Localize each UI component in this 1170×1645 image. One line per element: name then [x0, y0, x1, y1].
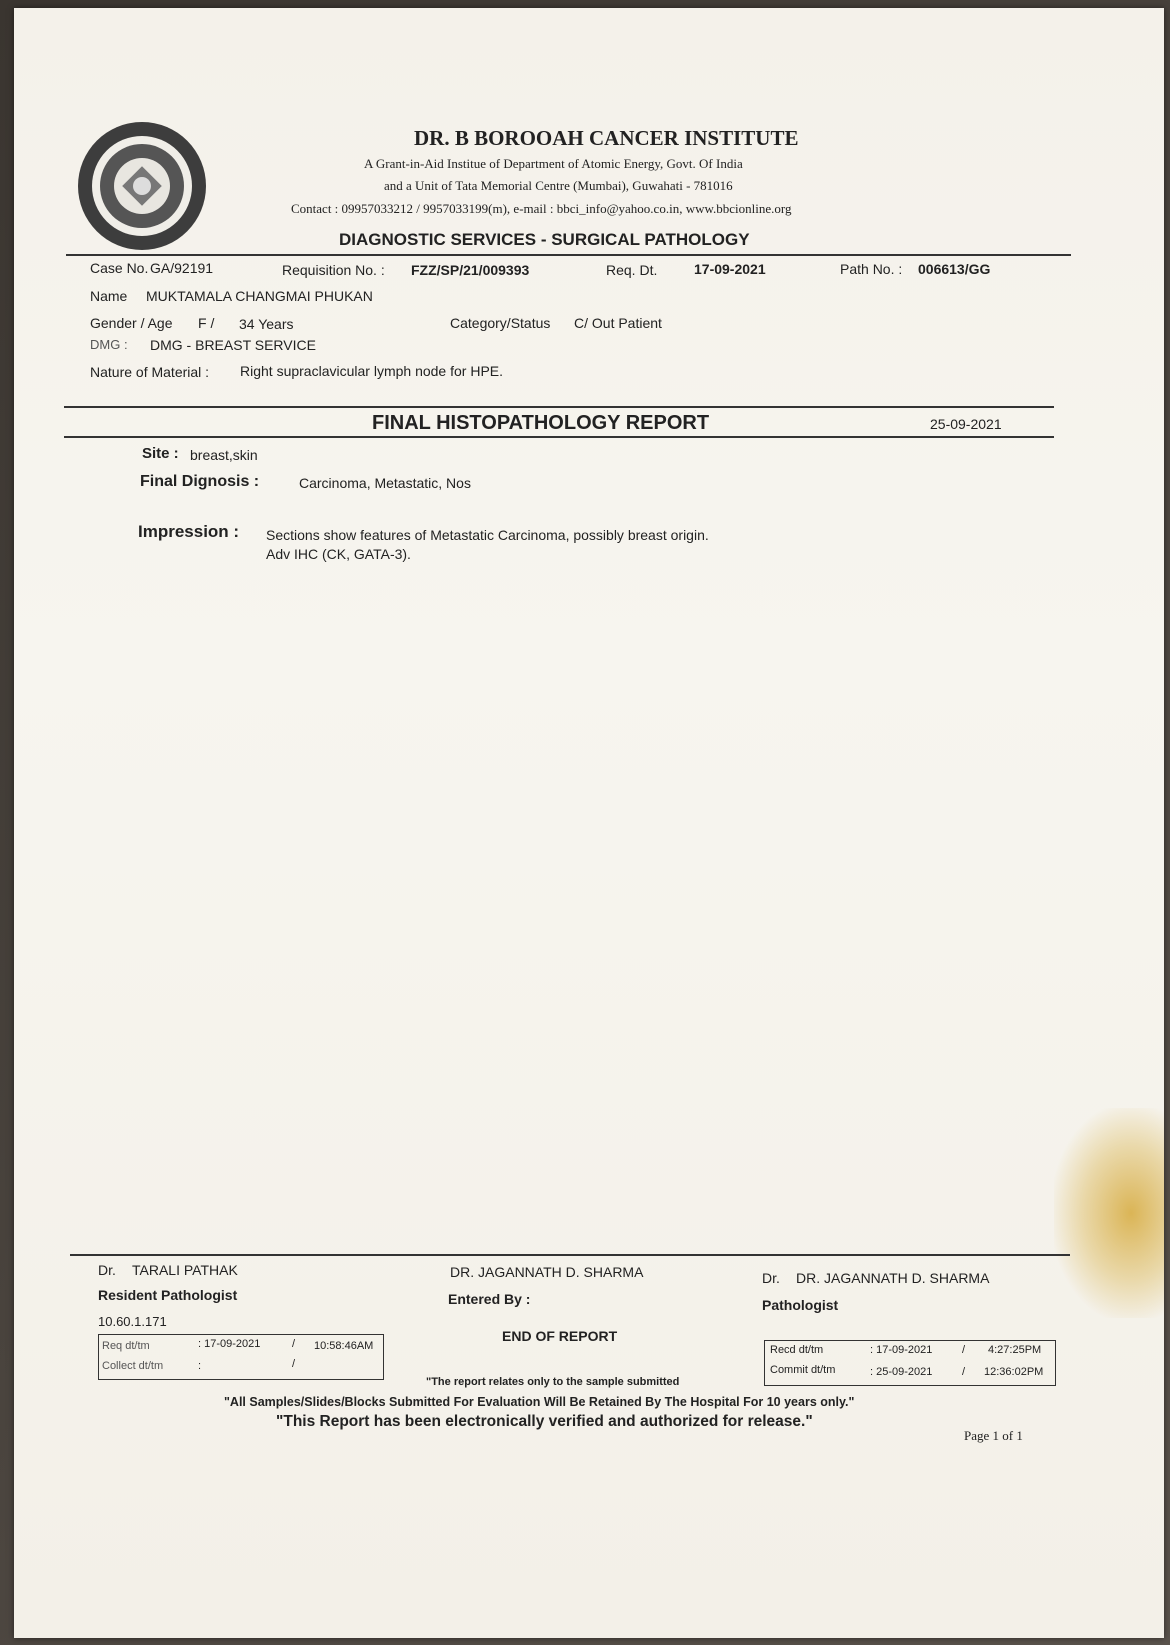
requisition-label: Requisition No. : — [282, 262, 385, 278]
dmg-value: DMG - BREAST SERVICE — [150, 337, 316, 353]
end-of-report: END OF REPORT — [502, 1328, 618, 1344]
footer-divider — [70, 1254, 1070, 1256]
diagnosis-label: Final Dignosis : — [140, 473, 260, 490]
report-relates-note: "The report relates only to the sample submitted — [426, 1376, 680, 1388]
institute-name: DR. B BOROOAH CANCER INSTITUTE — [414, 126, 799, 150]
commit-dttm-time: 12:36:02PM — [984, 1366, 1044, 1378]
age-value: 34 Years — [239, 316, 294, 332]
commit-dttm-date: : 25-09-2021 — [870, 1366, 933, 1378]
req-dt-value: 17-09-2021 — [694, 261, 766, 277]
req-dttm-label: Req dt/tm — [102, 1340, 150, 1352]
recd-dttm-date: : 17-09-2021 — [870, 1344, 933, 1356]
req-dttm-date: : 17-09-2021 — [198, 1338, 261, 1350]
institute-logo-seal — [76, 120, 208, 252]
institute-affiliation-line: A Grant-in-Aid Institue of Department of Atomic Energy, Govt. Of India — [364, 156, 743, 171]
verification-note: "This Report has been electronically verified and authorized for release." — [276, 1413, 813, 1430]
path-no-value: 006613/GG — [918, 261, 991, 277]
recd-dttm-time: 4:27:25PM — [988, 1344, 1042, 1356]
collect-dttm-date: : — [198, 1360, 202, 1372]
header-divider — [66, 254, 1071, 256]
ip-address: 10.60.1.171 — [98, 1314, 167, 1329]
page-number: Page 1 of 1 — [964, 1428, 1023, 1443]
path-no-label: Path No. : — [840, 261, 903, 277]
report-title-bottom-rule — [64, 436, 1054, 438]
dmg-label: DMG : — [90, 337, 128, 352]
gender-value: F / — [198, 315, 215, 331]
collect-dttm-separator: / — [292, 1358, 296, 1370]
recd-dttm-label: Recd dt/tm — [770, 1344, 824, 1356]
diagnosis-value: Carcinoma, Metastatic, Nos — [299, 475, 471, 491]
material-value: Right supraclavicular lymph node for HPE. — [240, 363, 504, 379]
report-title: FINAL HISTOPATHOLOGY REPORT — [372, 412, 710, 434]
resident-name: TARALI PATHAK — [132, 1262, 238, 1278]
site-label: Site : — [142, 445, 179, 462]
case-no-value: GA/92191 — [150, 260, 214, 276]
resident-prefix: Dr. — [98, 1262, 116, 1278]
resident-role: Resident Pathologist — [98, 1287, 238, 1303]
category-value: C/ Out Patient — [574, 315, 662, 331]
impression-label: Impression : — [138, 522, 240, 541]
paper-stain — [1054, 1108, 1164, 1318]
req-dttm-separator: / — [292, 1338, 296, 1350]
name-label: Name — [90, 288, 128, 304]
site-value: breast,skin — [190, 447, 258, 463]
department-title: DIAGNOSTIC SERVICES - SURGICAL PATHOLOGY — [339, 230, 750, 249]
pathologist-role: Pathologist — [762, 1297, 839, 1313]
commit-dttm-separator: / — [962, 1366, 966, 1378]
requisition-value: FZZ/SP/21/009393 — [411, 262, 530, 278]
recd-dttm-separator: / — [962, 1344, 966, 1356]
entered-by-name: DR. JAGANNATH D. SHARMA — [450, 1264, 644, 1280]
entered-by-label: Entered By : — [448, 1291, 531, 1307]
impression-line-2: Adv IHC (CK, GATA-3). — [266, 546, 411, 562]
report-title-top-rule — [64, 406, 1054, 408]
report-date: 25-09-2021 — [930, 416, 1002, 432]
pathologist-name: DR. JAGANNATH D. SHARMA — [796, 1270, 990, 1286]
case-no-label: Case No. — [90, 260, 149, 276]
commit-dttm-label: Commit dt/tm — [770, 1364, 836, 1376]
gender-age-label: Gender / Age — [90, 315, 173, 331]
collect-dttm-label: Collect dt/tm — [102, 1360, 164, 1372]
req-dttm-time: 10:58:46AM — [314, 1340, 374, 1352]
material-label: Nature of Material : — [90, 364, 210, 380]
institute-contact-line: Contact : 09957033212 / 9957033199(m), e-mail : bbci_info@yahoo.co.in, www.bbcionline.org — [291, 201, 792, 216]
retention-note: "All Samples/Slides/Blocks Submitted For Evaluation Will Be Retained By The Hospital For 10 years only." — [224, 1395, 855, 1409]
pathologist-prefix: Dr. — [762, 1270, 780, 1286]
req-dt-label: Req. Dt. — [606, 262, 658, 278]
category-label: Category/Status — [450, 315, 551, 331]
institute-unit-line: and a Unit of Tata Memorial Centre (Mumbai), Guwahati - 781016 — [384, 178, 733, 193]
patient-name: MUKTAMALA CHANGMAI PHUKAN — [146, 288, 373, 304]
impression-line-1: Sections show features of Metastatic Carcinoma, possibly breast origin. — [266, 527, 709, 543]
report-page — [14, 8, 1164, 1638]
